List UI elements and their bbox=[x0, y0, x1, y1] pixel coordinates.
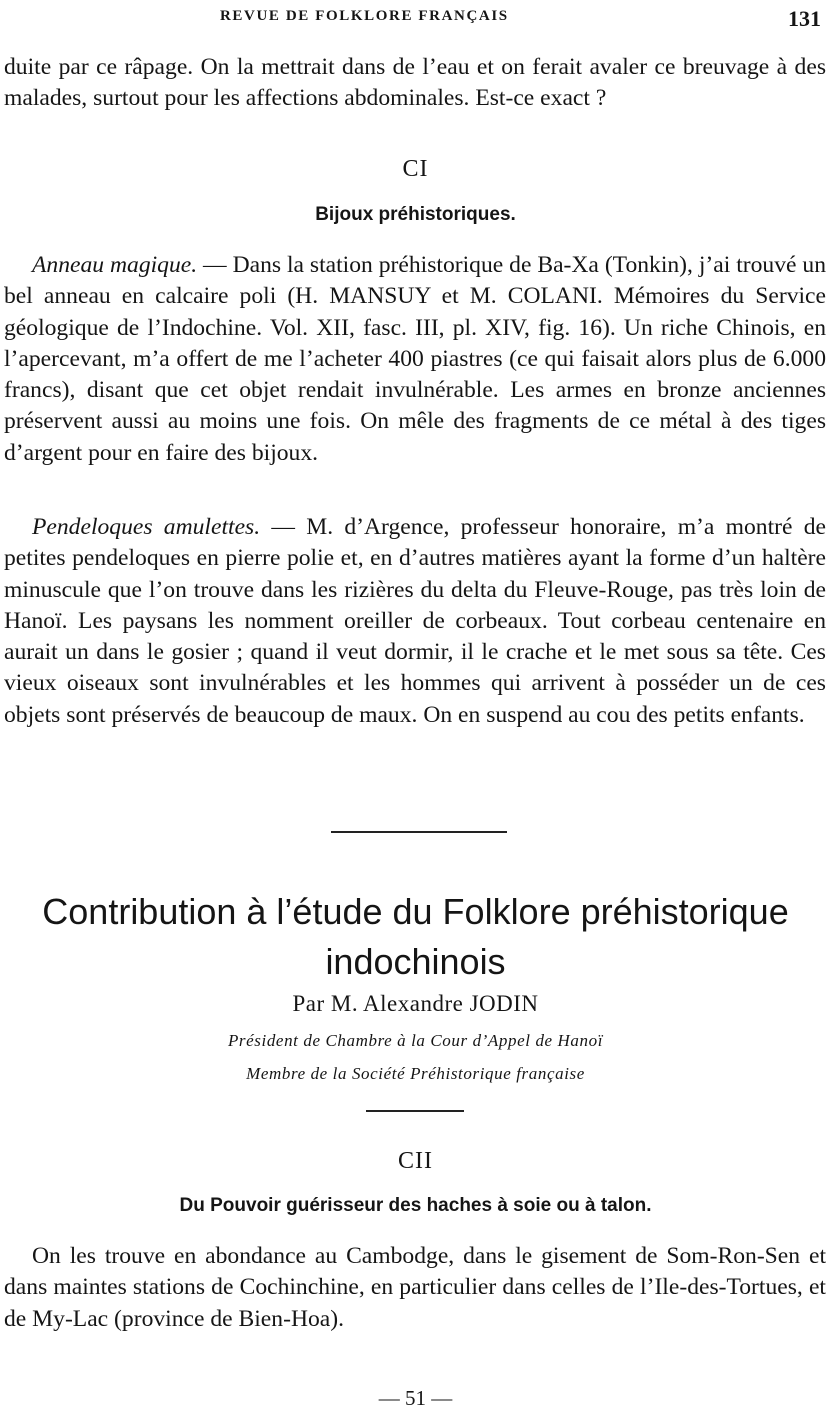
paragraph-anneau-magique bbox=[4, 250, 826, 469]
paragraph-lead-pendeloques: Pendeloques amulettes. bbox=[32, 514, 261, 540]
section-title-ci: Bijoux préhistoriques. bbox=[315, 204, 516, 225]
page-number: — 51 — bbox=[378, 1386, 453, 1410]
paragraph-body-anneau: — Dans la station préhistorique de Ba-Xa (Tonkin), j’ai trouvé un bel anneau en calcaire poli (H. MANSUY et M. COLANI. Mémoires du Service géologique de l’Indochine. Vol. XII, fasc. III, pl. XIV, fig. 16). Un riche Chinois, en l’apercevant, m’a offert de me l’acheter 400 piastres (ce qui faisait alors plus de 6.000 francs), disant que cet objet rendait invulnérable. Les armes en bronze anciennes préservent aussi au moins une fois. On mêle des fragments de ce métal à des tiges d’argent pour en faire des bijoux. bbox=[4, 252, 826, 466]
article-title-line-2: indochinois bbox=[325, 941, 506, 982]
folio-number: 131 bbox=[788, 6, 821, 31]
paragraph-haches: On les trouve en abondance au Cambodge, dans le gisement de Som-Ron-Sen et dans maintes stations de Cochinchine, en particulier dans celles de l’Ile-des-Tortues, et de My-Lac (province de Bien-Hoa). bbox=[4, 1243, 826, 1332]
section-divider-rule bbox=[331, 831, 507, 833]
author-affiliation-2: Membre de la Société Préhistorique française bbox=[246, 1064, 585, 1083]
running-title: REVUE DE FOLKLORE FRANÇAIS bbox=[220, 8, 509, 24]
title-divider-rule bbox=[366, 1110, 464, 1112]
paragraph-lead-anneau: Anneau magique. bbox=[32, 252, 198, 278]
section-number-cii: CII bbox=[398, 1148, 433, 1174]
section-number-ci: CI bbox=[402, 156, 429, 182]
author-affiliation-1: Président de Chambre à la Cour d’Appel de Hanoï bbox=[227, 1031, 604, 1050]
article-title-line-1: Contribution à l’étude du Folklore préhistorique bbox=[42, 891, 789, 932]
section-title-cii: Du Pouvoir guérisseur des haches à soie ou à talon. bbox=[179, 1195, 652, 1216]
article-author: Par M. Alexandre JODIN bbox=[292, 991, 539, 1016]
running-header bbox=[0, 6, 831, 32]
paragraph-body-pendeloques: — M. d’Argence, professeur honoraire, m’a montré de petites pendeloques en pierre polie et, en d’autres matières ayant la forme d’un haltère minuscule que l’on trouve dans les rizières du delta du Fleuve-Rouge, pas très loin de Hanoï. Les paysans les nomment oreiller de corbeaux. Tout corbeau centenaire en aurait un dans le gosier ; quand il veut dormir, il le crache et le met sous sa tête. Ces vieux oiseaux sont invulnérables et les hommes qui arrivent à posséder un de ces objets sont préservés de beaucoup de maux. On en suspend au cou des petits enfants. bbox=[4, 514, 826, 728]
intro-paragraph: duite par ce râpage. On la mettrait dans de l’eau et on ferait avaler ce breuvage à des malades, surtout pour les affections abdominales. Est-ce exact ? bbox=[4, 54, 826, 112]
paragraph-pendeloques bbox=[4, 512, 826, 731]
